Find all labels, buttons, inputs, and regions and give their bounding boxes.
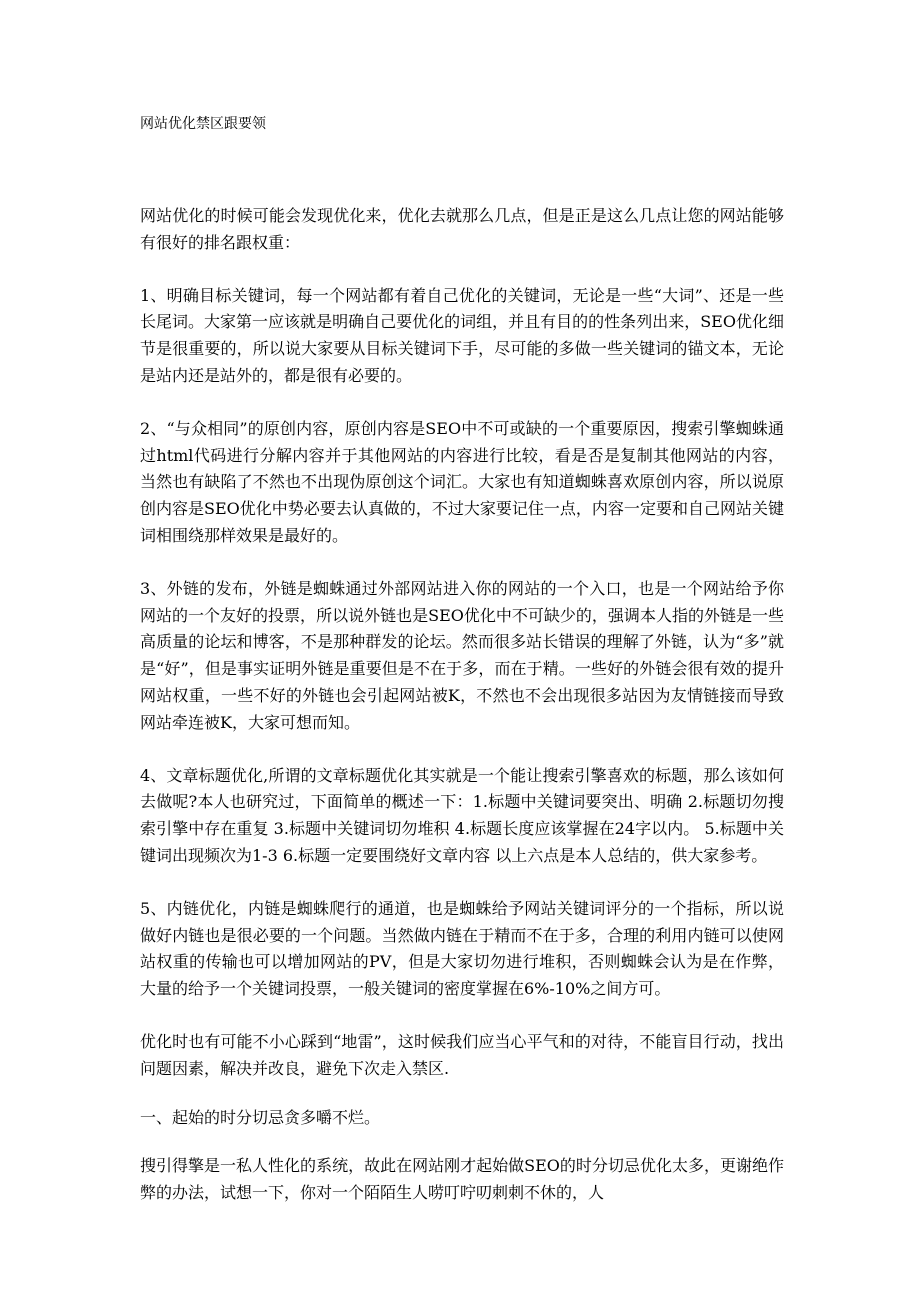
tip-4-title-optimization-paragraph: 4、文章标题优化,所谓的文章标题优化其实就是一个能让搜索引擎喜欢的标题，那么该如何去做呢?本人也研究过，下面简单的概述一下：1.标题中关键词要突出、明确 2.标题切勿搜索引擎中存在重复 3.标题中关键词切勿堆积 4.标题长度应该掌握在24字以内。 5.标题中关键词出现频次为1-3 6.标题一定要围绕好文章内容 以上六点是本人总结的，供大家参考。	[140, 765, 784, 865]
tip-2-original-content-paragraph: 2、“与众相同”的原创内容，原创内容是SEO中不可或缺的一个重要原因，搜索引擎蜘蛛通过html代码进行分解内容并于其他网站的内容进行比较，看是否是复制其他网站的内容，当然也有缺陷了不然也不出现伪原创这个词汇。大家也有知道蜘蛛喜欢原创内容，所以说原创内容是SEO优化中势必要去认真做的，不过大家要记住一点，内容一定要和自己网站关键词相围绕那样效果是最好的。	[140, 418, 784, 545]
document-title: 网站优化禁区跟要领	[140, 116, 266, 132]
document-body	[140, 203, 784, 1233]
intro-paragraph: 网站优化的时候可能会发现优化来，优化去就那么几点，但是正是这么几点让您的网站能够有很好的排名跟权重：	[140, 206, 784, 252]
pitfalls-intro-paragraph: 优化时也有可能不小心踩到“地雷”，这时候我们应当心平气和的对待，不能盲目行动，找出问题因素，解决并改良，避免下次走入禁区.	[140, 1031, 784, 1078]
pitfall-1-paragraph: 搜引得擎是一私人性化的系统，故此在网站刚才起始做SEO的时分切忌优化太多，更谢绝作弊的办法，试想一下，你对一个陌陌生人唠叮咛叨刺刺不休的，人	[140, 1156, 784, 1203]
tip-3-backlinks-paragraph: 3、外链的发布，外链是蜘蛛通过外部网站进入你的网站的一个入口，也是一个网站给予你网站的一个友好的投票，所以说外链也是SEO优化中不可缺少的，强调本人指的外链是一些高质量的论坛和博客，不是那种群发的论坛。然而很多站长错误的理解了外链，认为“多”就是“好”，但是事实证明外链是重要但是不在于多，而在于精。一些好的外链会很有效的提升网站权重，一些不好的外链也会引起网站被K，不然也不会出现很多站因为友情链接而导致网站牵连被K，大家可想而知。	[140, 578, 784, 732]
tip-1-keywords-paragraph: 1、明确目标关键词，每一个网站都有着自己优化的关键词，无论是一些“大词”、还是一些长尾词。大家第一应该就是明确自己要优化的词组，并且有目的的性条列出来，SEO优化细节是很重要的，所以说大家要从目标关键词下手，尽可能的多做一些关键词的锚文本，无论是站内还是站外的，都是很有必要的。	[140, 285, 784, 385]
pitfall-1-heading: 一、起始的时分切忌贪多嚼不烂。	[140, 1107, 381, 1127]
tip-5-internal-links-paragraph: 5、内链优化，内链是蜘蛛爬行的通道，也是蜘蛛给予网站关键词评分的一个指标，所以说做好内链也是很必要的一个问题。当然做内链在于精而不在于多，合理的利用内链可以使网站权重的传输也可以增加网站的PV，但是大家切勿进行堆积，否则蜘蛛会认为是在作弊，大量的给予一个关键词投票，一般关键词的密度掌握在6%-10%之间方可。	[140, 898, 784, 999]
